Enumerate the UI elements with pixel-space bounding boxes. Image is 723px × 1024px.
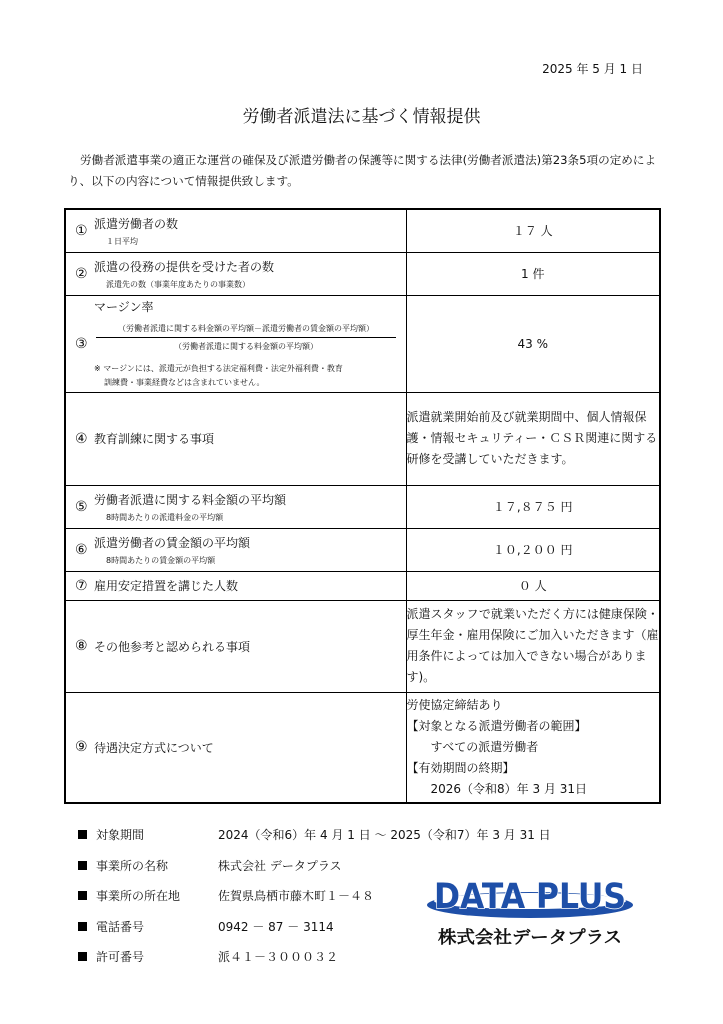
formula-denominator: （労働者派遣に関する料金額の平均額） [174,341,318,351]
formula-numerator: （労働者派遣に関する料金額の平均額－派遣労働者の賃金額の平均額） [96,323,396,338]
row-margin-rate [65,295,660,392]
row-sublabel: 8時間あたりの賃金額の平均額 [106,555,216,565]
row-label: 教育訓練に関する事項 [94,432,215,446]
info-row-period: 対象期間 2024（令和6）年 4 月 1 日 〜 2025（令和7）年 3 月 31 日 [78,826,551,857]
row-value: 労使協定締結あり 【対象となる派遣労働者の範囲】 すべての派遣労働者 【有効期間の終期】 2026（令和8）年 3 月 31日 [406,692,660,803]
row-other-matters [65,600,660,692]
row-value: 派遣スタッフで就業いただく方には健康保険・厚生年金・雇用保険にご加入いただきます（雇用条件によっては加入できない場合があります)。 [406,600,660,692]
row-employment-stability [65,571,660,600]
row-number: ⑦ [75,577,88,594]
row-number: ④ [75,430,88,447]
row-number: ② [75,265,88,282]
row-training [65,392,660,485]
row-number: ⑧ [75,638,88,654]
row-number: ③ [75,335,88,352]
row-average-wage [65,528,660,571]
info-row-name: 事業所の名称 株式会社 データプラス [78,857,551,888]
row-label: その他参考と認められる事項 [94,639,251,654]
margin-note: ※ マージンには、派遣元が負担する法定福利費・法定外福利費・教育 訓練費・事業経費などは含まれていません。 [94,363,343,387]
row-value: 派遣就業開始前及び就業期間中、個人情報保護・情報セキュリティー・ＣＳＲ関連に関する研修を受講していただきます。 [406,392,660,485]
intro-paragraph: 労働者派遣事業の適正な運営の確保及び派遣労働者の保護等に関する法律(労働者派遣法)第23条5項の定めにより、以下の内容について情報提供致します。 [68,153,657,188]
row-sublabel: 8時間あたりの派遣料金の平均額 [106,512,224,522]
row-number: ① [75,222,88,239]
row-value: 43 % [406,295,660,392]
row-label: 派遣労働者の数 [94,216,179,231]
data-plus-logo [426,867,636,952]
row-number: ⑥ [75,541,88,558]
document-title: 労働者派遣法に基づく情報提供 [242,107,481,127]
row-dispatch-workers [65,209,660,252]
row-value: 1 件 [406,252,660,295]
square-bullet-icon [78,922,87,931]
square-bullet-icon [78,891,87,900]
row-label: 労働者派遣に関する料金額の平均額 [94,492,287,507]
info-table [64,208,661,804]
row-sublabel: １日平均 [106,236,138,246]
row-value: １７,８７５ 円 [406,485,660,528]
svg-text:株式会社データプラス: 株式会社データプラス [438,928,608,948]
document-date: 2025 年 5 月 1 日 [542,62,643,76]
row-sublabel: 派遣先の数（事業年度あたりの事業数） [106,279,250,289]
square-bullet-icon [78,830,87,839]
row-client-count [65,252,660,295]
square-bullet-icon [78,952,87,961]
square-bullet-icon [78,861,87,870]
row-label: 派遣の役務の提供を受けた者の数 [94,259,275,274]
row-treatment-method [65,692,660,803]
row-average-fee [65,485,660,528]
row-value: １０,２００ 円 [406,528,660,571]
row-number: ⑤ [75,498,88,515]
row-value: １７ 人 [406,209,660,252]
row-label: 待遇決定方式について [94,740,214,755]
row-number: ⑨ [75,739,88,755]
svg-text:DATA PLUS: DATA PLUS [434,877,626,917]
row-value: ０ 人 [406,571,660,600]
info-row-license: 許可番号 派４１－３０００３２ [78,948,551,979]
row-label: 派遣労働者の賃金額の平均額 [94,535,251,550]
info-row-address: 事業所の所在地 佐賀県鳥栖市藤木町１－４８ [78,887,551,918]
row-label: マージン率 [94,299,154,314]
row-label: 雇用安定措置を講じた人数 [94,579,239,593]
info-row-phone: 電話番号 0942 － 87 － 3114 [78,918,551,949]
